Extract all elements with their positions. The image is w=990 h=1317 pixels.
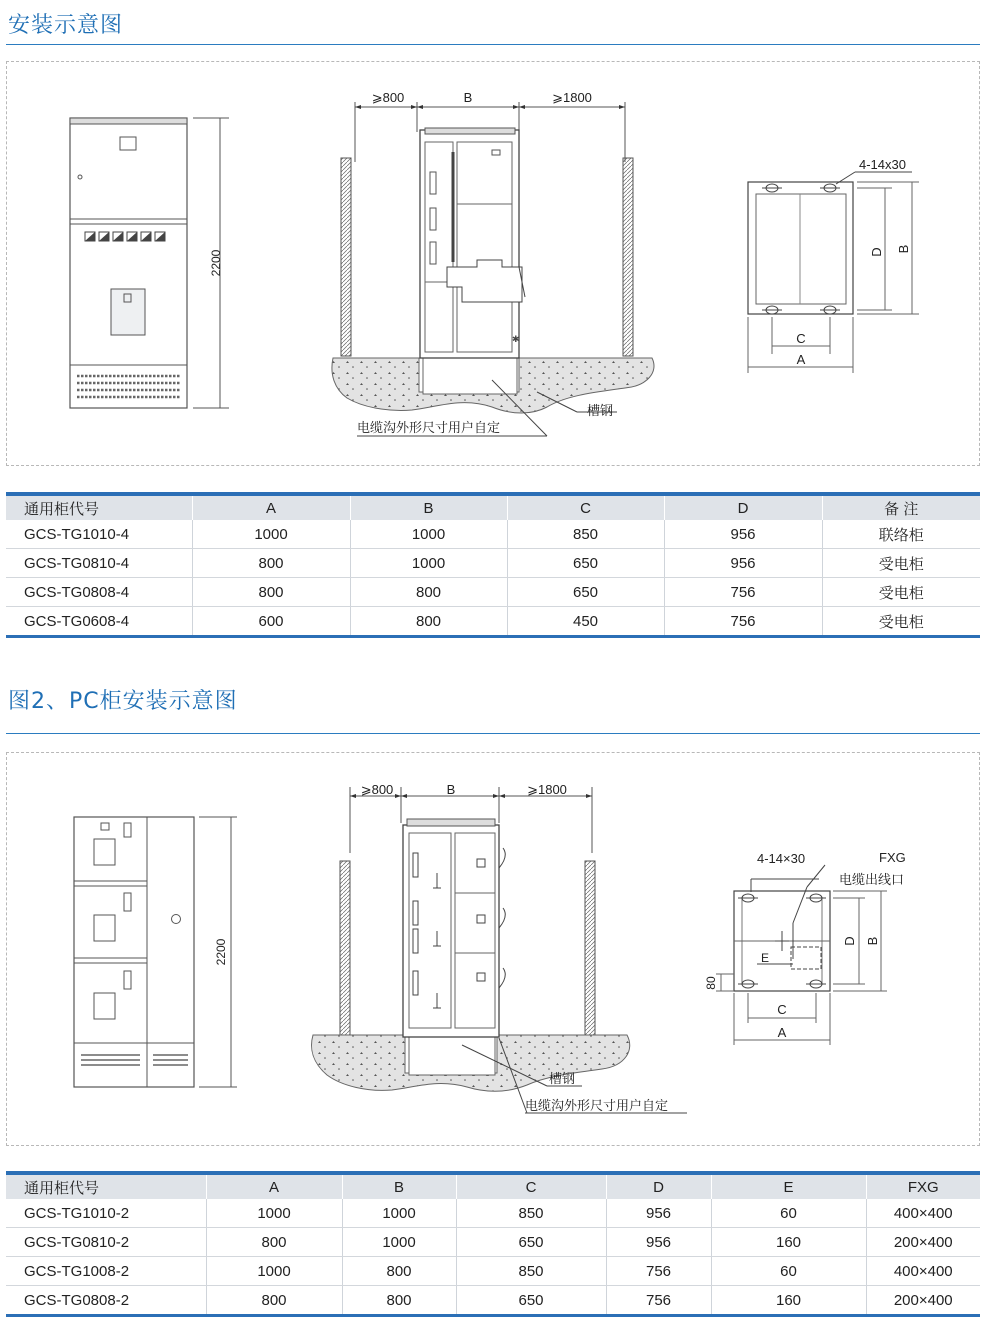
pc-right-clearance-label: ⩾1800 [527, 782, 567, 797]
table-header-row [6, 494, 980, 520]
table-cell: 756 [606, 1286, 711, 1316]
table-cell: 956 [606, 1199, 711, 1228]
column-header: C [507, 494, 664, 520]
table-header-row [6, 1173, 980, 1199]
section1-diagram [7, 62, 979, 465]
table-cell: 450 [507, 607, 664, 637]
table-cell: GCS-TG0808-2 [6, 1286, 206, 1316]
section2-title-rule [6, 733, 980, 734]
table-row [6, 549, 980, 578]
table-cell: 200×400 [866, 1228, 980, 1257]
table-row [6, 1199, 980, 1228]
table-cell: 650 [507, 549, 664, 578]
front-view-cabinet [70, 118, 229, 408]
table-cell: 756 [606, 1257, 711, 1286]
dim-a-label: A [796, 352, 806, 367]
channel-steel-label: 槽钢 [587, 403, 614, 418]
section2-spec-table [6, 1171, 980, 1317]
width-b-label: B [463, 90, 473, 105]
dim-d-label: D [869, 247, 884, 257]
table-cell: 60 [711, 1257, 866, 1286]
column-header: FXG [866, 1173, 980, 1199]
table-cell: 1000 [206, 1199, 342, 1228]
cable-outlet-label: 电缆出线口 [839, 872, 905, 887]
pc-channel-steel-label: 槽钢 [549, 1071, 576, 1086]
right-clearance-label: ⩾1800 [552, 90, 592, 105]
pc-front-view-cabinet [74, 817, 237, 1087]
table-cell: GCS-TG0810-4 [6, 549, 192, 578]
side-view [332, 90, 654, 436]
table-cell: 800 [342, 1286, 456, 1316]
table-cell: 800 [350, 578, 507, 607]
trench-note: 电缆沟外形尺寸用户自定 [357, 420, 501, 435]
table-cell: GCS-TG0808-4 [6, 578, 192, 607]
table-cell: GCS-TG1010-4 [6, 520, 192, 549]
dim-c-label: C [796, 331, 806, 346]
table-row [6, 1228, 980, 1257]
table-cell: 650 [456, 1228, 606, 1257]
column-header: 备 注 [822, 494, 980, 520]
pc-height-label: 2200 [214, 938, 228, 966]
column-header: C [456, 1173, 606, 1199]
table-cell: 650 [456, 1286, 606, 1316]
column-header: A [192, 494, 350, 520]
column-header: E [711, 1173, 866, 1199]
table-row [6, 607, 980, 637]
table-cell: GCS-TG0810-2 [6, 1228, 206, 1257]
table-cell: 400×400 [866, 1199, 980, 1228]
table-cell: 850 [456, 1199, 606, 1228]
table-cell: 400×400 [866, 1257, 980, 1286]
table-cell: 800 [192, 549, 350, 578]
pc-dim-c-label: C [777, 1002, 787, 1017]
fxg-label: FXG [879, 850, 906, 865]
table-cell: 160 [711, 1286, 866, 1316]
pc-dim-d-label: D [842, 936, 857, 946]
table-cell: 800 [206, 1286, 342, 1316]
table-cell: 800 [350, 607, 507, 637]
column-header: D [664, 494, 822, 520]
section2-title: 图2、PC柜安装示意图 [8, 689, 238, 714]
pc-plan-view [704, 850, 906, 1045]
section2-diagram [7, 753, 979, 1145]
table-cell: 60 [711, 1199, 866, 1228]
section1-title: 安装示意图 [8, 13, 124, 38]
pc-dim-a-label: A [777, 1025, 787, 1040]
column-header: 通用柜代号 [6, 1173, 206, 1199]
pc-left-clearance-label: ⩾800 [360, 782, 394, 797]
section1-title-rule [6, 44, 980, 45]
table-cell: 800 [342, 1257, 456, 1286]
table-cell: 受电柜 [822, 549, 980, 578]
column-header: B [342, 1173, 456, 1199]
table-cell: 1000 [350, 549, 507, 578]
pc-holes-label: 4-14×30 [757, 851, 806, 866]
plan-view [748, 157, 919, 373]
table-cell: 850 [456, 1257, 606, 1286]
table-cell: 756 [664, 607, 822, 637]
pc-side-view [312, 782, 687, 1113]
star-mark: ✱ [512, 334, 520, 344]
table-cell: 850 [507, 520, 664, 549]
dim-80-label: 80 [704, 976, 718, 990]
table-cell: 956 [606, 1228, 711, 1257]
pc-dim-b-label: B [865, 936, 880, 946]
dim-e-label: E [760, 951, 770, 965]
column-header: 通用柜代号 [6, 494, 192, 520]
table-row [6, 578, 980, 607]
section2-diagram-box [6, 752, 980, 1146]
table-cell: 956 [664, 549, 822, 578]
table-row [6, 1286, 980, 1316]
table-cell: 1000 [192, 520, 350, 549]
table-cell: 1000 [342, 1228, 456, 1257]
column-header: B [350, 494, 507, 520]
table-row [6, 520, 980, 549]
pc-trench-note: 电缆沟外形尺寸用户自定 [525, 1098, 669, 1113]
table-cell: 956 [664, 520, 822, 549]
table-cell: 联络柜 [822, 520, 980, 549]
table-cell: 1000 [206, 1257, 342, 1286]
holes-label: 4-14x30 [859, 157, 906, 172]
table-cell: GCS-TG0608-4 [6, 607, 192, 637]
table-cell: 受电柜 [822, 578, 980, 607]
section1-diagram-box [6, 61, 980, 466]
column-header: D [606, 1173, 711, 1199]
section1-spec-table [6, 492, 980, 638]
height-label: 2200 [209, 249, 223, 277]
pc-width-b-label: B [446, 782, 456, 797]
table-cell: GCS-TG1010-2 [6, 1199, 206, 1228]
table-cell: 160 [711, 1228, 866, 1257]
column-header: A [206, 1173, 342, 1199]
table-cell: 650 [507, 578, 664, 607]
table-cell: 800 [206, 1228, 342, 1257]
table-cell: 600 [192, 607, 350, 637]
table-cell: 1000 [350, 520, 507, 549]
table-cell: 受电柜 [822, 607, 980, 637]
left-clearance-label: ⩾800 [371, 90, 405, 105]
dim-b-label: B [896, 244, 911, 254]
table-cell: 800 [192, 578, 350, 607]
table-row [6, 1257, 980, 1286]
table-cell: 1000 [342, 1199, 456, 1228]
table-cell: 200×400 [866, 1286, 980, 1316]
table-cell: GCS-TG1008-2 [6, 1257, 206, 1286]
table-cell: 756 [664, 578, 822, 607]
